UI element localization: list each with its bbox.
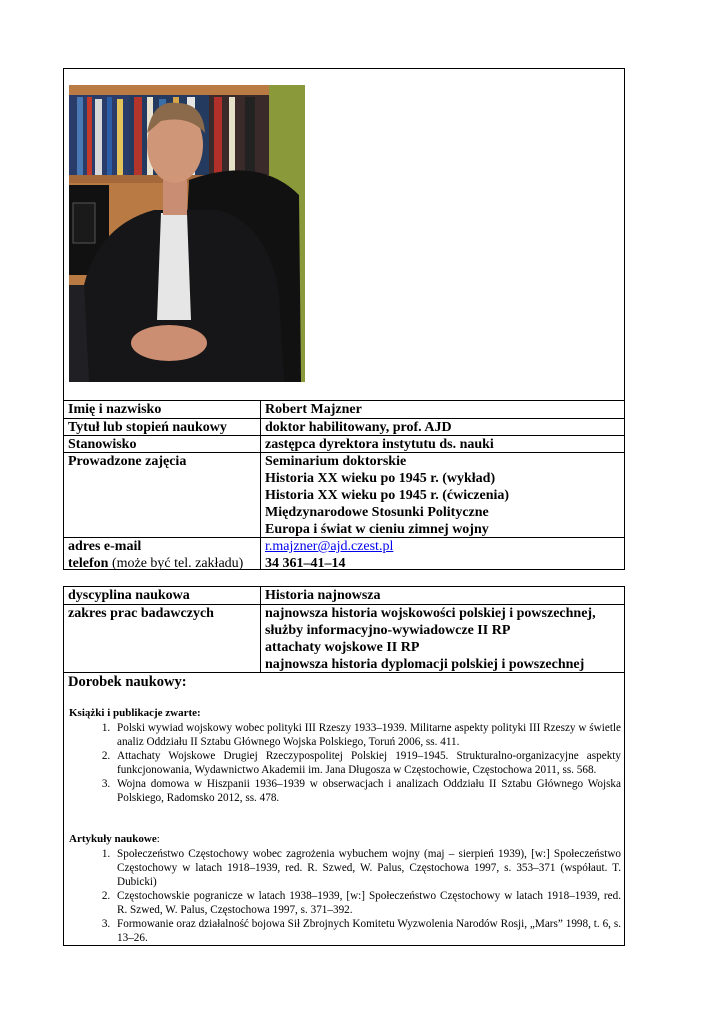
scope-list [265,605,596,673]
position-row [64,435,624,452]
article-item: 1. Społeczeństwo Częstochowy wobec zagrożenia wybuchem wojny (maj – sierpień 1939), [w:] Społeczeństwo Częstochowy w latach 1918–1939, red. R. Szwed, W. Palus, Częstochowa 1997, s. 353–371 (współaut. T. Dubicki) [113,847,621,889]
discipline-value: Historia najnowsza [265,588,381,603]
article-item: 3. Formowanie oraz działalność bojowa Sił Zbrojnych Komitetu Wyzwolenia Narodów Rosji, „Mars” 1998, t. 6, s. 13–26. [113,917,621,945]
course-item: Historia XX wieku po 1945 r. (wykład) [265,471,496,486]
scope-row [64,604,624,672]
contact-row [64,537,624,571]
courses-row [64,452,624,537]
position-value: zastępca dyrektora instytutu ds. nauki [265,437,494,452]
articles-list [69,847,621,945]
title-value: doktor habilitowany, prof. AJD [265,420,452,435]
scope-item: służby informacyjno-wywiadowcze II RP [265,623,511,638]
book-item: 1. Polski wywiad wojskowy wobec polityki III Rzeszy 1933–1939. Militarne aspekty polityki III Rzeszy w świetle analiz Oddziału II Sztabu Głównego Wojska Polskiego, Toruń 2006, ss. 411. [113,721,621,749]
scope-item: attachaty wojskowe II RP [265,640,420,655]
column-divider [260,400,261,570]
course-item: Seminarium doktorskie [265,454,407,469]
article-item: 2. Częstochowskie pogranicze w latach 1938–1939, [w:] Społeczeństwo Częstochowy w latach 1918–1939, red. R. Szwed, W. Palus, Częstochowa 1997, s. 371–392. [113,889,621,917]
book-item: 3. Wojna domowa w Hiszpanii 1936–1939 w obserwacjach i analizach Oddziału II Sztabu Głównego Wojska Polskiego, Radomsko 2012, ss. 478. [113,777,621,805]
books-heading: Książki i publikacje zwarte: [69,707,201,719]
discipline-label: dyscyplina naukowa [68,588,190,603]
books-list [69,721,621,805]
column-divider [260,587,261,672]
position-label: Stanowisko [68,437,137,452]
name-label: Imię i nazwisko [68,402,162,417]
profile-table [63,68,625,570]
scope-label: zakres prac badawczych [68,606,214,621]
email-label: adres e-mail [68,539,142,554]
scope-item: najnowsza historia dyplomacji polskiej i powszechnej [265,657,585,672]
course-item: Europa i świat w cieniu zimnej wojny [265,522,489,537]
contact-labels [68,538,243,572]
courses-label: Prowadzone zajęcia [68,454,187,469]
output-row [64,672,624,945]
courses-list [265,453,509,538]
contact-values [265,538,393,572]
email-link[interactable]: r.majzner@ajd.czest.pl [265,539,394,554]
course-item: Historia XX wieku po 1945 r. (ćwiczenia) [265,488,510,503]
name-row [64,400,624,418]
output-heading: Dorobek naukowy: [68,674,187,690]
discipline-row [64,587,624,604]
title-label: Tytuł lub stopień naukowy [68,420,227,435]
phone-label: telefon (może być tel. zakładu) [68,556,244,571]
name-value: Robert Majzner [265,402,362,417]
course-item: Międzynarodowe Stosunki Polityczne [265,505,489,520]
book-item: 2. Attachaty Wojskowe Drugiej Rzeczypospolitej Polskiej 1919–1945. Strukturalno-organizacyjne aspekty funkcjonowania, Wydawnictwo Akademii im. Jana Długosza w Częstochowie, Częstochowa 2011, ss. 568. [113,749,621,777]
title-row [64,418,624,435]
research-table [63,586,625,946]
scope-item: najnowsza historia wojskowości polskiej i powszechnej, [265,606,596,621]
phone-value: 34 361–41–14 [265,556,346,571]
portrait-photo [69,85,305,382]
articles-heading: Artykuły naukowe: [69,833,160,845]
